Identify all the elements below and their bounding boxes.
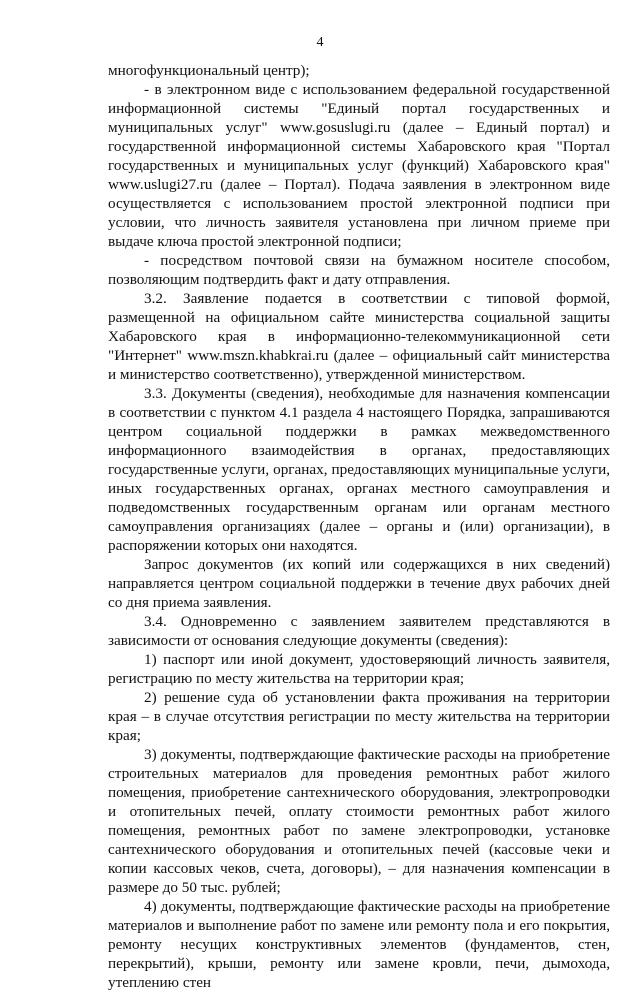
paragraph-document-request: Запрос документов (их копий или содержащихся в них сведений) направляется центром социальной поддержки в течение двух рабочих дней со дня приема заявления. xyxy=(108,556,610,611)
list-item-1: 1) паспорт или иной документ, удостоверяющий личность заявителя, регистрацию по месту жительства на территории края; xyxy=(108,651,610,687)
paragraph-3-2: 3.2. Заявление подается в соответствии с типовой формой, размещенной на официальном сайте министерства социальной защиты Хабаровского края в информационно-телекоммуникационной сети "Интернет" www.mszn.khabkrai.ru (далее – официальный сайт министерства и министерство соответственно), утвержденной министерством. xyxy=(108,290,610,383)
list-item-2: 2) решение суда об установлении факта проживания на территории края – в случае отсутствия регистрации по месту жительства на территории края; xyxy=(108,689,610,744)
paragraph-continuation: многофункциональный центр); xyxy=(108,62,310,79)
page-number: 4 xyxy=(316,35,324,50)
list-item-3: 3) документы, подтверждающие фактические расходы на приобретение строительных материалов для проведения ремонтных работ жилого помещения, приобретение сантехнического оборудования, электропроводки и отопительных печей, оплату стоимости ремонтных работ жилого помещения, ремонтных работ по замене электропроводки, установке сантехнического оборудования и отопительных печей (кассовые чеки и копии кассовых чеков, счета, договоры), – для назначения компенсации в размере до 50 тыс. рублей; xyxy=(108,746,610,896)
document-body xyxy=(108,61,610,992)
paragraph-postal-submission: - посредством почтовой связи на бумажном носителе способом, позволяющим подтвердить факт и дату отправления. xyxy=(108,252,610,288)
paragraph-3-4: 3.4. Одновременно с заявлением заявителем представляются в зависимости от основания следующие документы (сведения): xyxy=(108,613,610,649)
paragraph-electronic-submission: - в электронном виде с использованием федеральной государственной информационной системы "Единый портал государственных и муниципальных услуг" www.gosuslugi.ru (далее – Единый портал) и государственной информационной системы Хабаровского края "Портал государственных и муниципальных услуг (функций) Хабаровского края" www.uslugi27.ru (далее – Портал). Подача заявления в электронном виде осуществляется с использованием простой электронной подписи при условии, что личность заявителя установлена при личном приеме при выдаче ключа простой электронной подписи; xyxy=(108,81,610,250)
list-item-4: 4) документы, подтверждающие фактические расходы на приобретение материалов и выполнение работ по замене или ремонту пола и его покрытия, ремонту несущих конструктивных элементов (фундаментов, стен, перекрытий), крыши, ремонту или замене кровли, печи, дымохода, утеплению стен xyxy=(108,898,610,991)
paragraph-3-3: 3.3. Документы (сведения), необходимые для назначения компенсации в соответствии с пунктом 4.1 раздела 4 настоящего Порядка, запрашиваются центром социальной поддержки в рамках межведомственного информационного взаимодействия в органах, предоставляющих государственные услуги, органах, предоставляющих муниципальные услуги, иных государственных органах, органах местного самоуправления и подведомственных государственным органам или органам местного самоуправления организациях (далее – органы и (или) организации), в распоряжении которых они находятся. xyxy=(108,385,610,554)
